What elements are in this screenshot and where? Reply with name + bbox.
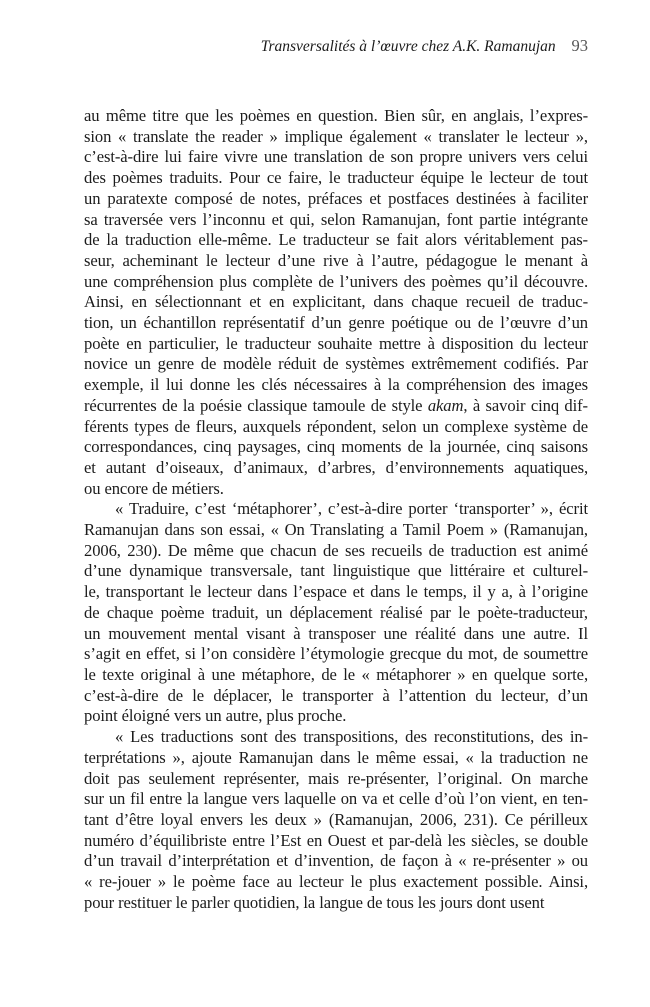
text-line: de chaque poème traduit, un déplacement réalisé par le poète-traducteur, (84, 602, 588, 622)
text-line: récurrentes de la poésie classique tamoule de style akam, à savoir cinq dif- (84, 395, 588, 415)
text-line: correspondances, cinq paysages, cinq moments de la journée, cinq saisons (84, 437, 588, 457)
text-line: sa traversée vers l’inconnu et qui, selon Ramanujan, font partie intégrante (84, 209, 588, 229)
text-line: et autant d’oiseaux, d’animaux, d’arbres, d’environnements aquatiques, (84, 457, 588, 477)
text-line: exemple, il lui donne les clés nécessaires à la compréhension des images (84, 375, 588, 395)
text-line: seur, acheminant le lecteur d’une rive à l’autre, pédagogue le menant à (84, 250, 588, 270)
text-line: tion, un échantillon représentatif d’un genre poétique ou de l’œuvre d’un (84, 313, 588, 333)
text-line: tant d’être loyal envers les deux » (Ramanujan, 2006, 231). Ce périlleux (84, 809, 588, 829)
text-line: le, transportant le lecteur dans l’espace et dans le temps, il y a, à l’origine (84, 582, 588, 602)
text-line: au même titre que les poèmes en question. Bien sûr, en anglais, l’expres- (84, 106, 589, 125)
paragraph (84, 499, 588, 727)
text-line: novice un genre de modèle réduit de systèmes extrêmement codifiés. Par (84, 354, 588, 374)
text-line: ou encore de métiers. (84, 478, 224, 498)
text-line: terprétations », ajoute Ramanujan dans le même essai, « la traduction ne (84, 747, 588, 767)
text-line: sur un fil entre la langue vers laquelle on va et celle d’où l’on vient, en ten- (84, 789, 589, 809)
text-line: férents types de fleurs, auxquels répondent, selon un complexe système de (84, 416, 588, 436)
text-line: numéro d’équilibriste entre l’Est en Ouest et par-delà les siècles, se double (84, 830, 588, 850)
text-line: 2006, 230). De même que chacun de ses recueils de traduction est animé (84, 540, 588, 560)
text-line: c’est-à-dire de le déplacer, le transporter à l’attention du lecteur, d’un (84, 685, 589, 705)
text-line: un mouvement mental visant à transposer une réalité dans une autre. Il (84, 623, 588, 643)
text-line: « re-jouer » le poème face au lecteur le plus exactement possible. Ainsi, (84, 872, 588, 892)
text-line: de la traduction elle-même. Le traducteur se fait alors véritablement pas- (84, 230, 588, 250)
text-line: doit pas seulement représenter, mais re-présenter, l’original. On marche (84, 768, 588, 788)
page-number: 93 (571, 36, 588, 55)
text-line: point éloigné vers un autre, plus proche. (84, 706, 347, 726)
text-line: c’est-à-dire lui faire vivre une translation de son propre univers vers celui (84, 147, 588, 167)
running-header (84, 36, 588, 57)
italic-term: akam (427, 395, 464, 415)
paragraph (84, 727, 588, 913)
text-line: des poèmes traduits. Pour ce faire, le traducteur équipe le lecteur de tout (84, 168, 589, 188)
running-title: Transversalités à l’œuvre chez A.K. Ramanujan (260, 38, 556, 55)
text-line: sion « translate the reader » implique également « translater le lecteur », (84, 126, 588, 146)
text-line: « Les traductions sont des transpositions, des reconstitutions, des in- (115, 727, 588, 747)
text-line: d’une dynamique transversale, tant linguistique que littéraire et culturel- (84, 561, 589, 581)
text-line: « Traduire, c’est ‘métaphorer’, c’est-à-dire porter ‘transporter’ », écrit (115, 499, 589, 519)
text-line: Ainsi, en sélectionnant et en explicitant, dans chaque recueil de traduc- (84, 292, 588, 312)
paragraph (84, 106, 588, 499)
text-line: Ramanujan dans son essai, « On Translating a Tamil Poem » (Ramanujan, (84, 520, 588, 540)
text-line: un paratexte composé de notes, préfaces et postfaces destinées à faciliter (84, 188, 589, 208)
text-line: d’un travail d’interprétation et d’invention, de façon à « re-présenter » ou (84, 851, 588, 871)
text-line: s’agit en effet, si l’on considère l’étymologie grecque du mot, de soumettre (84, 644, 588, 664)
text-line: pour restituer le parler quotidien, la langue de tous les jours dont usent (84, 892, 545, 912)
text-line: une compréhension plus complète de l’univers des poèmes qu’il découvre. (84, 271, 588, 291)
text-line: le texte original à une métaphore, de le « métaphorer » en quelque sorte, (84, 664, 588, 684)
text-line: poète en particulier, le traducteur souhaite mettre à disposition du lecteur (84, 333, 588, 353)
body-text (84, 106, 588, 913)
